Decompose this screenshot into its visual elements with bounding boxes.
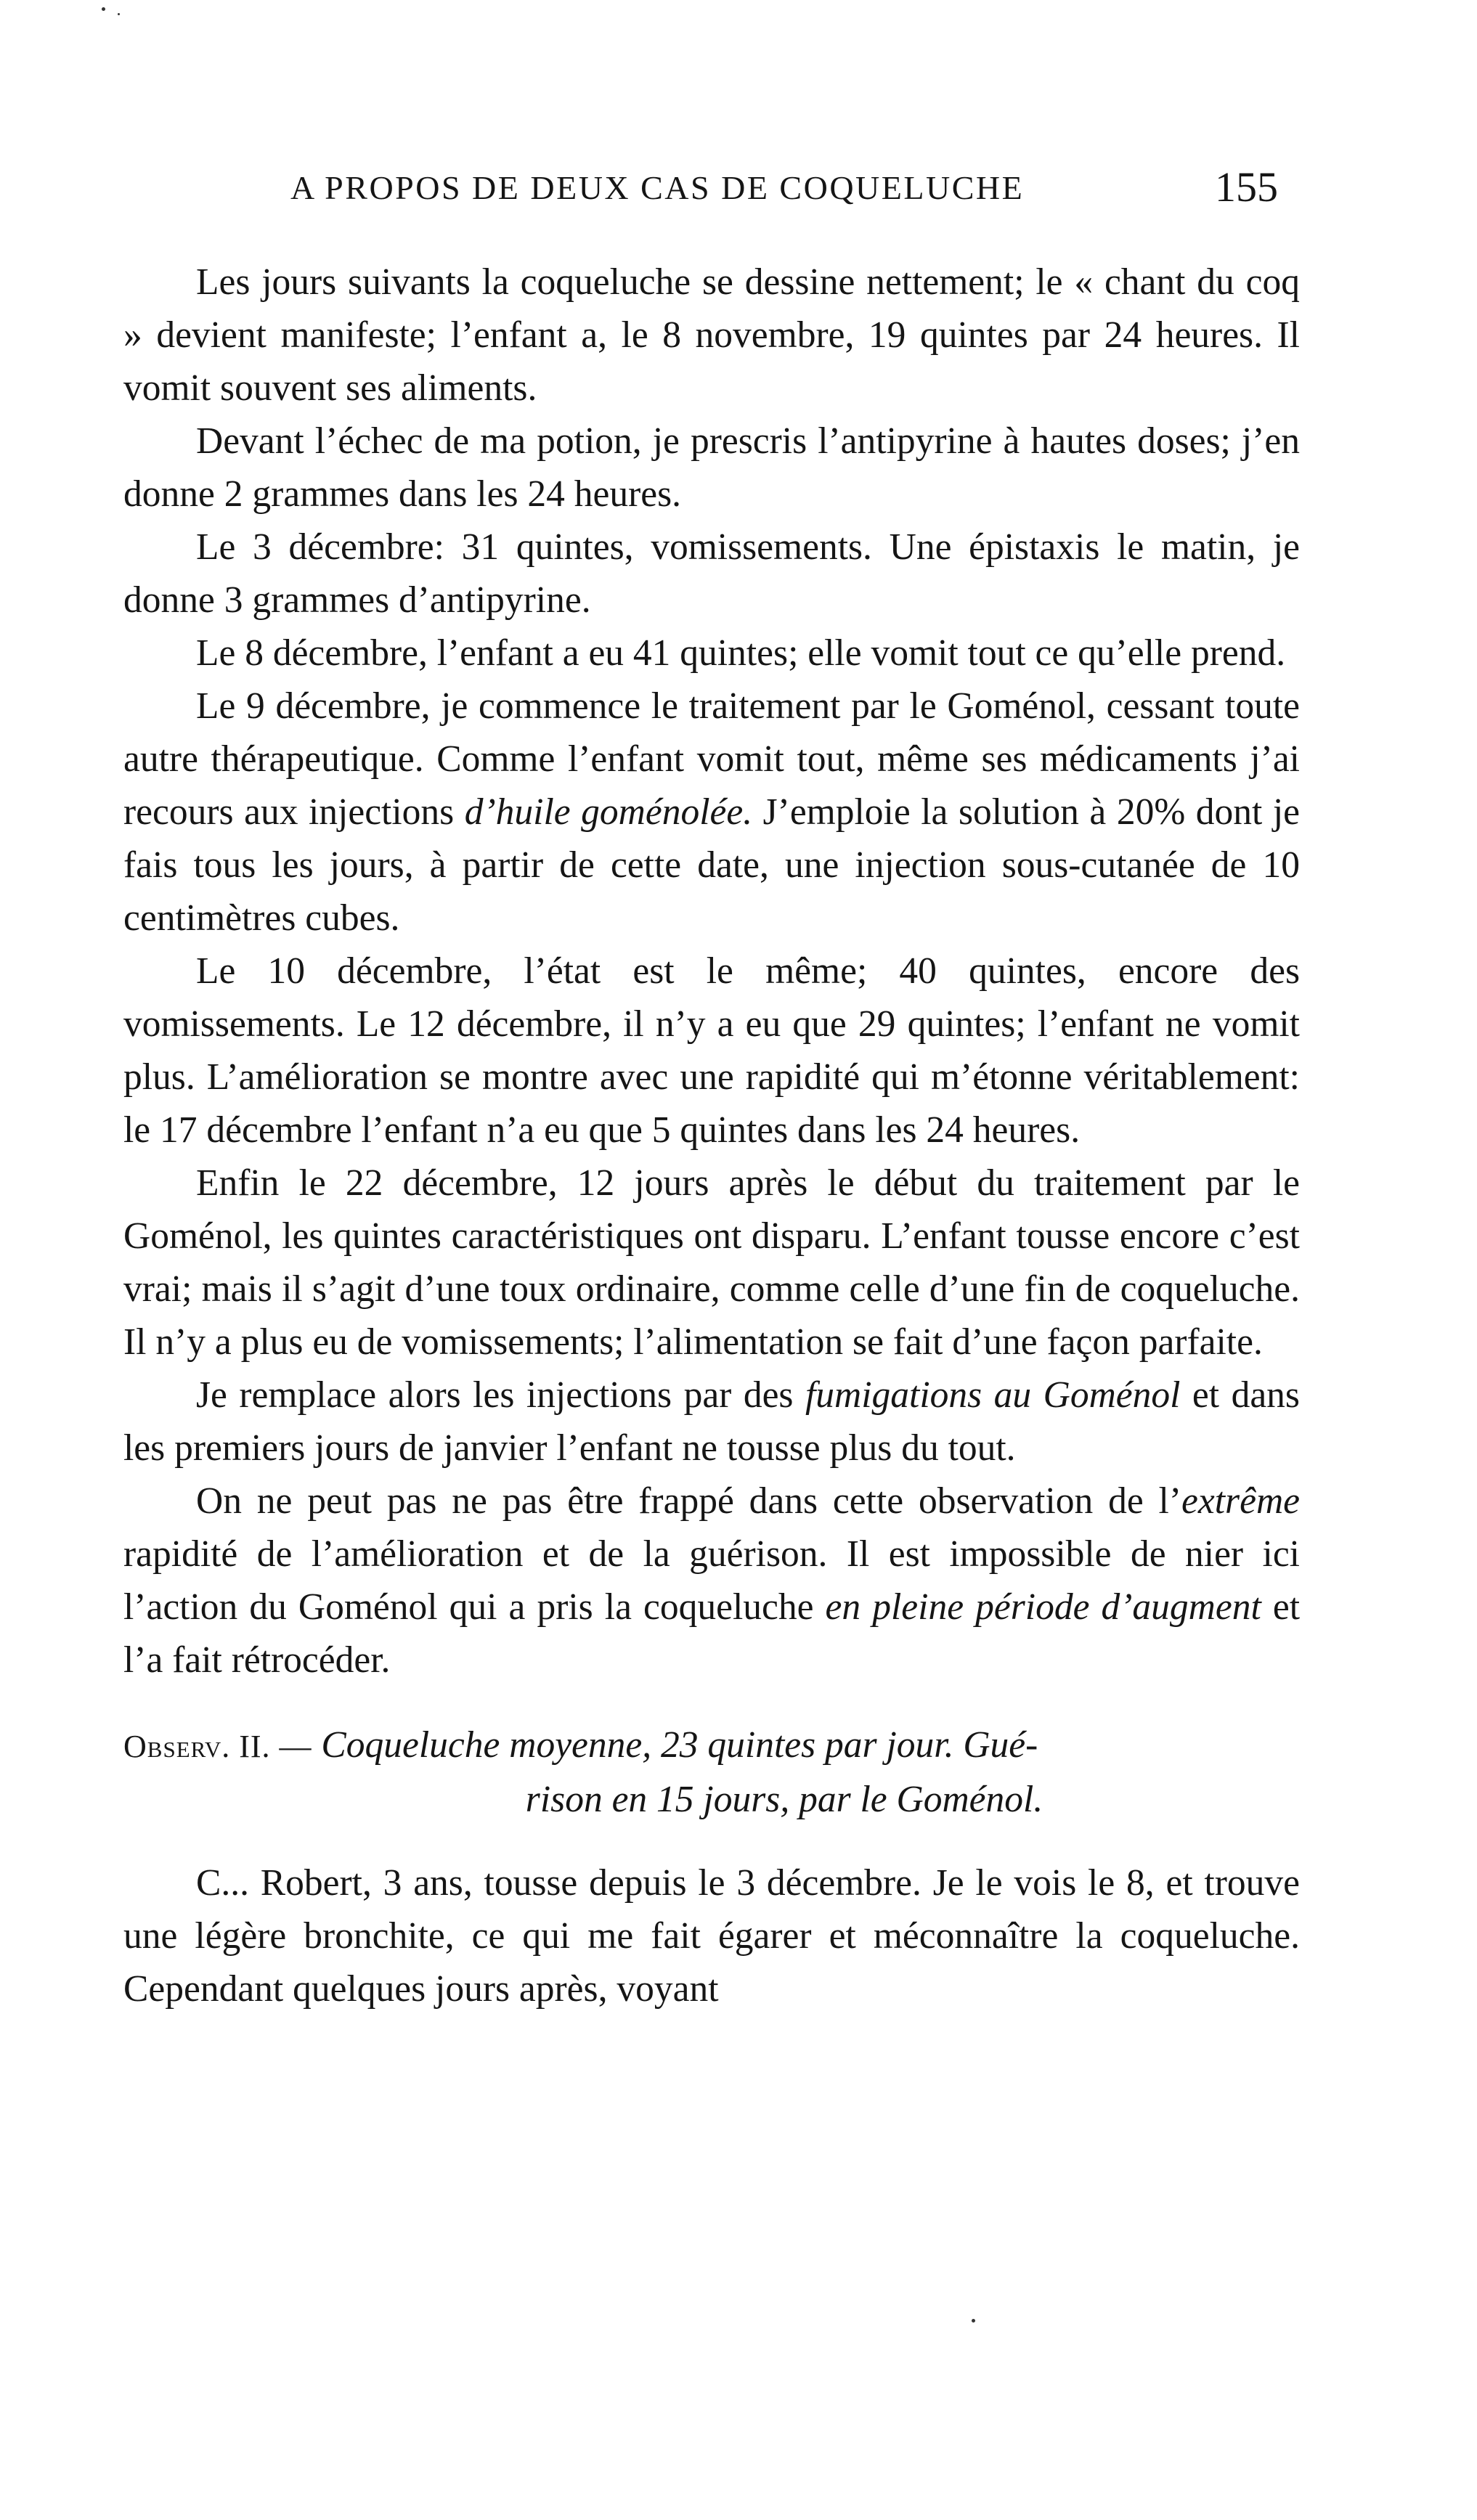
paragraph xyxy=(123,1475,1300,1687)
italic-text: d’huile goménolée. xyxy=(464,791,753,833)
print-speck xyxy=(102,7,105,11)
observation-title: Coqueluche moyenne, 23 quintes par jour. Gué- xyxy=(321,1724,1038,1766)
paragraph: Les jours suivants la coqueluche se dessine nettement; le « chant du coq » devient manifeste; l’enfant a, le 8 novembre, 19 quintes par 24 heures. Il vomit souvent ses aliments. xyxy=(123,261,1300,409)
running-head xyxy=(290,163,1307,219)
paragraph: Le 8 décembre, l’enfant a eu 41 quintes; elle vomit tout ce qu’elle prend. xyxy=(196,632,1286,674)
paragraph xyxy=(123,1369,1300,1475)
paragraph xyxy=(123,680,1300,945)
page-number: 155 xyxy=(1215,163,1278,211)
body-text xyxy=(123,256,1300,2015)
observation-label: Observ. II. — xyxy=(123,1729,312,1764)
paragraph-text: J’emploie la solution à 20% dont je fais tous les jours, à partir de cette date, une injection sous-cutanée de 10 centimètres cubes. xyxy=(123,791,1300,939)
observation-heading xyxy=(123,1718,1300,1826)
paragraph: Devant l’échec de ma potion, je prescris l’antipyrine à hautes doses; j’en donne 2 grammes dans les 24 heures. xyxy=(123,420,1300,515)
paragraph: Enfin le 22 décembre, 12 jours après le début du traitement par le Goménol, les quintes caractéristiques ont disparu. L’enfant tousse encore c’est vrai; mais il s’agit d’une toux ordinaire, comme celle d’une fin de coqueluche. Il n’y a plus eu de vomissements; l’alimentation se fait d’une façon parfaite. xyxy=(123,1162,1300,1363)
paragraph-text: et dans les premiers jours de janvier l’enfant ne tousse plus du tout. xyxy=(123,1374,1300,1469)
italic-text: fumigations au Goménol xyxy=(805,1374,1181,1416)
paragraph-text: Le 9 décembre, je commence le traitement par le Goménol, cessant toute autre thérapeutique. Comme l’enfant vomit tout, même ses médicaments j’ai recours aux injections xyxy=(123,685,1300,833)
paragraph: C... Robert, 3 ans, tousse depuis le 3 décembre. Je le vois le 8, et trouve une légère bronchite, ce qui me fait égarer et méconnaître la coqueluche. Cependant quelques jours après, voyant xyxy=(123,1862,1300,2010)
italic-text: en pleine période d’augment xyxy=(825,1586,1261,1628)
running-title: A PROPOS DE DEUX CAS DE COQUELUCHE xyxy=(290,169,1025,206)
paragraph: Le 3 décembre: 31 quintes, vomissements. Une épistaxis le matin, je donne 3 grammes d’antipyrine. xyxy=(123,526,1300,621)
paragraph: Le 10 décembre, l’état est le même; 40 quintes, encore des vomissements. Le 12 décembre, il n’y a eu que 29 quintes; l’enfant ne vomit plus. L’amélioration se montre avec une rapidité qui m’étonne véritablement: le 17 décembre l’enfant n’a eu que 5 quintes dans les 24 heures. xyxy=(123,950,1300,1151)
paragraph-text: rapidité de l’amélioration et de la guérison. Il est impossible de nier ici l’action du Goménol qui a pris la coqueluche xyxy=(123,1533,1300,1628)
print-speck xyxy=(972,2319,975,2323)
paragraph-text: On ne peut pas ne pas être frappé dans cette observation de l’ xyxy=(196,1480,1182,1522)
observation-title: rison en 15 jours, par le Goménol. xyxy=(525,1779,1043,1820)
italic-text: extrême xyxy=(1181,1480,1300,1522)
paragraph-text: Je remplace alors les injections par des xyxy=(196,1374,805,1416)
print-speck xyxy=(118,13,120,15)
paragraph-text: et l’a fait rétrocéder. xyxy=(123,1586,1300,1681)
